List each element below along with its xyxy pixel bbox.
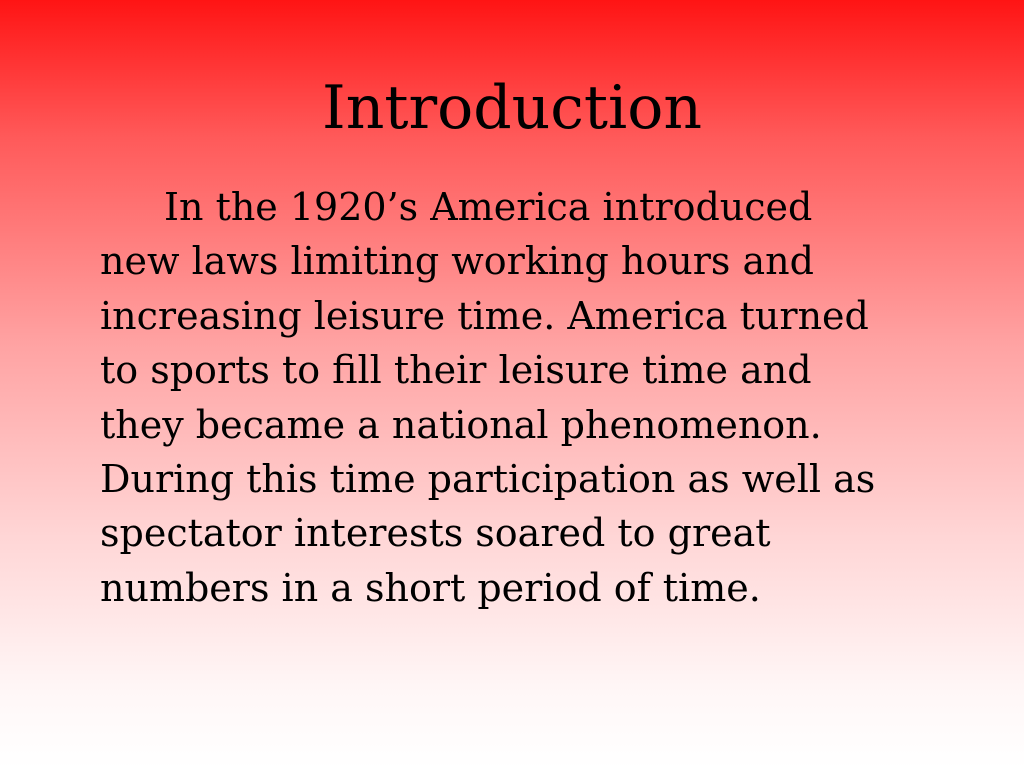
slide-title: Introduction bbox=[322, 73, 702, 143]
body-line-2: new laws limiting working hours and bbox=[100, 239, 814, 284]
body-line-1-text: In the 1920’s America introduced bbox=[164, 185, 813, 229]
body-line-7: spectator interests soared to great bbox=[100, 511, 771, 556]
body-line-6: During this time participation as well as bbox=[100, 457, 876, 502]
body-line-8: numbers in a short period of time. bbox=[100, 565, 761, 610]
body-line-1 bbox=[100, 180, 975, 234]
body-line-3: increasing leisure time. America turned bbox=[100, 293, 869, 338]
body-line-5: they became a national phenomenon. bbox=[100, 402, 822, 447]
body-line-4: to sports to fill their leisure time and bbox=[100, 348, 812, 393]
slide-body-paragraph bbox=[100, 180, 975, 615]
